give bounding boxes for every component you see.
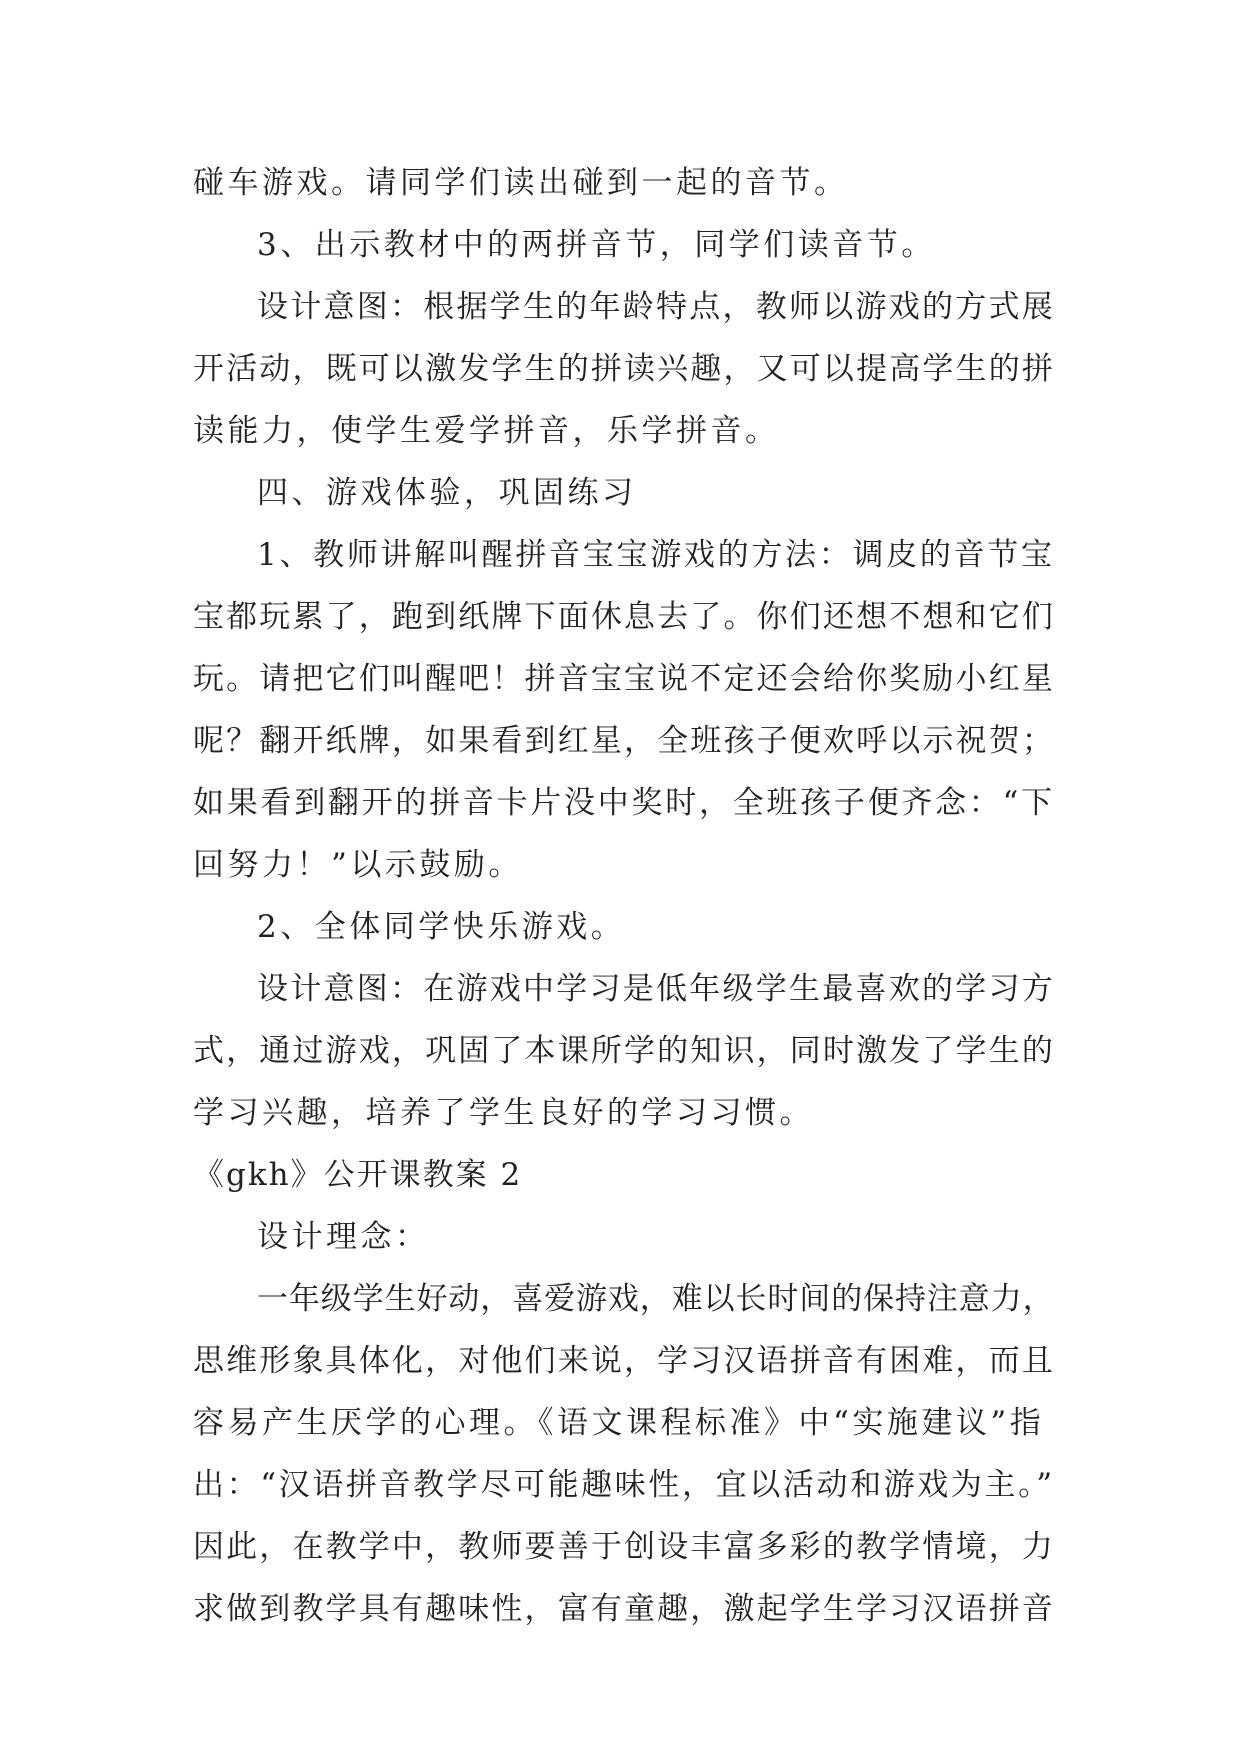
paragraph-line: 宝都玩累了，跑到纸牌下面休息去了。你们还想不想和它们 [193,599,1055,635]
paragraph-line: 读能力，使学生爱学拼音，乐学拼音。 [193,413,780,449]
paragraph-line: 碰车游戏。请同学们读出碰到一起的音节。 [193,165,849,201]
paragraph-line: 开活动，既可以激发学生的拼读兴趣，又可以提高学生的拼 [193,351,1055,387]
paragraph-line: 如果看到翻开的拼音卡片没中奖时，全班孩子便齐念：“下 [193,785,1055,821]
paragraph-line: 一年级学生好动，喜爱游戏，难以长时间的保持注意力， [257,1281,1055,1317]
section-heading: 《gkh》公开课教案 2 [193,1157,523,1193]
paragraph-line: 因此，在教学中，教师要善于创设丰富多彩的教学情境，力 [193,1529,1055,1565]
paragraph-line: 回努力！”以示鼓励。 [193,847,523,883]
paragraph-line: 思维形象具体化，对他们来说，学习汉语拼音有困难，而且 [193,1343,1055,1379]
paragraph-line: 设计意图：在游戏中学习是低年级学生最喜欢的学习方 [257,971,1055,1007]
paragraph-line: 求做到教学具有趣味性，富有童趣，激起学生学习汉语拼音 [193,1591,1055,1627]
paragraph-line: 玩。请把它们叫醒吧！拼音宝宝说不定还会给你奖励小红星 [193,661,1055,697]
paragraph-line: 2、全体同学快乐游戏。 [257,909,626,945]
paragraph-line: 3、出示教材中的两拼音节，同学们读音节。 [257,227,936,263]
subheading-line: 四、游戏体验，巩固练习 [257,475,637,511]
paragraph-line: 1、教师讲解叫醒拼音宝宝游戏的方法：调皮的音节宝 [257,537,1055,573]
document-page [193,152,1055,1640]
paragraph-line: 容易产生厌学的心理。《语文课程标准》中“实施建议”指 [193,1405,1045,1441]
paragraph-line: 设计理念： [257,1219,430,1255]
paragraph-line: 设计意图：根据学生的年龄特点，教师以游戏的方式展 [257,289,1055,325]
paragraph-line: 呢？翻开纸牌，如果看到红星，全班孩子便欢呼以示祝贺； [193,723,1055,759]
paragraph-line: 式，通过游戏，巩固了本课所学的知识，同时激发了学生的 [193,1033,1055,1069]
paragraph-line: 出：“汉语拼音教学尽可能趣味性，宜以活动和游戏为主。” [193,1467,1055,1503]
paragraph-line: 学习兴趣，培养了学生良好的学习习惯。 [193,1095,814,1131]
